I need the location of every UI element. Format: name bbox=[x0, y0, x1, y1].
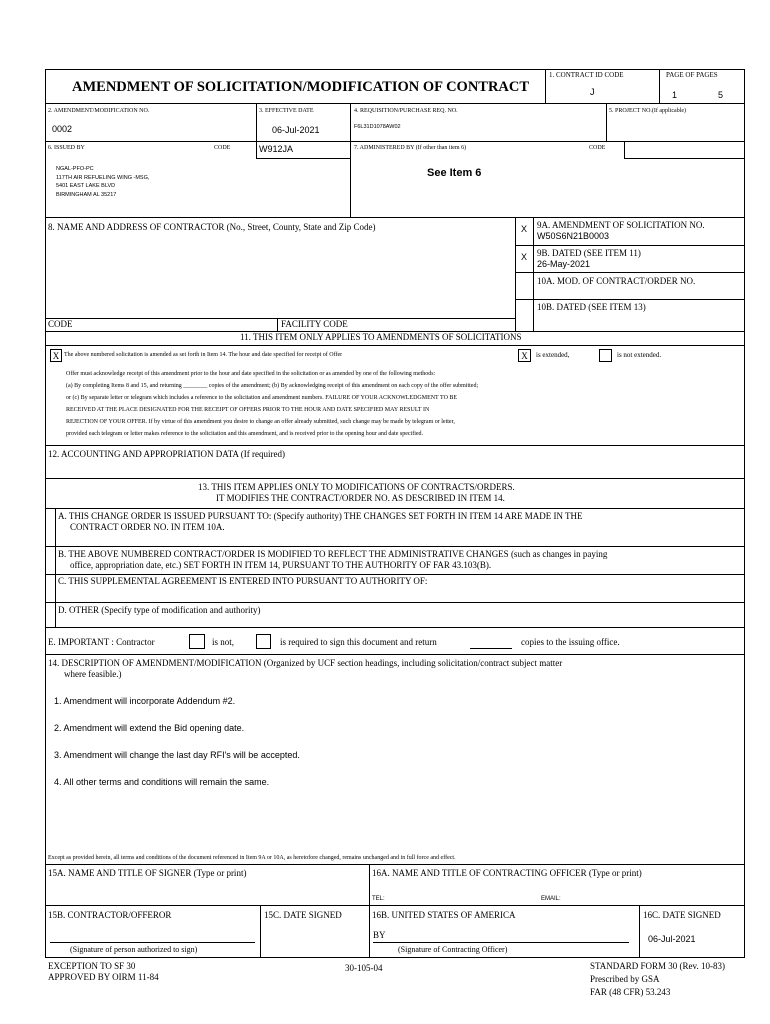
page-number: 1 bbox=[672, 90, 678, 100]
administered-by-code-label: CODE bbox=[589, 145, 606, 151]
item11-instructions: Offer must acknowledge receipt of this amendment prior to the hour and date specified in the solicitation or as amended by one of the following methods: (a) By completing Items 8 and 15, and returning ________ copies of the amendment; (b) By acknowledging receipt of this amendment on each copy of the offer submitted; or (c) By separate letter or telegram which includes a reference to the solicitation and amendment numbers. FAILURE OF YOUR ACKNOWLEDGMENT TO BE RECEIVED AT THE PLACE DESIGNATED FOR THE RECEIPT OF OFFERS PRIOR TO THE HOUR AND DATE SPECIFIED MAY RESULT IN REJECTION OF YOUR OFFER. If by virtue of this amendment you desire to change an offer already submitted, such change may be made by telegram or letter, provided each telegram or letter makes reference to the solicitation and this amendment, and is received prior to the opening hour and date specified. bbox=[66, 371, 479, 438]
not-extended-label: is not extended. bbox=[617, 351, 662, 359]
administered-by-label: 7. ADMINISTERED BY (If other than item 6) bbox=[354, 145, 467, 151]
footer-standard-form: STANDARD FORM 30 (Rev. 10-83) bbox=[590, 961, 725, 971]
item14-line-4: 4. All other terms and conditions will remain the same. bbox=[54, 777, 270, 787]
item11-heading: 11. THIS ITEM ONLY APPLIES TO AMENDMENTS OF SOLICITATIONS bbox=[240, 332, 522, 342]
requisition-value: F6L31D1078AW02 bbox=[354, 124, 401, 130]
footer-code: 30-105-04 bbox=[345, 963, 383, 973]
copies-blank[interactable] bbox=[470, 648, 512, 649]
sig-caption-15b: (Signature of person authorized to sign) bbox=[70, 945, 198, 954]
issued-by-label: 6. ISSUED BY bbox=[48, 145, 85, 151]
facility-code-label: FACILITY CODE bbox=[281, 319, 348, 329]
item13-d: D. OTHER (Specify type of modification and authority) bbox=[58, 605, 261, 615]
footer-far: FAR (48 CFR) 53.243 bbox=[590, 987, 671, 997]
project-no-label: 5. PROJECT NO.(If applicable) bbox=[609, 108, 687, 114]
footer-prescribed: Prescribed by GSA bbox=[590, 974, 660, 984]
signature-line-16b[interactable] bbox=[373, 942, 629, 943]
footer-approved: APPROVED BY OIRM 11-84 bbox=[48, 972, 159, 982]
not-extended-checkbox[interactable] bbox=[599, 349, 612, 362]
page-count: 5 bbox=[718, 90, 724, 100]
copies-label: copies to the issuing office. bbox=[521, 637, 620, 647]
footer-exception: EXCEPTION TO SF 30 bbox=[48, 961, 136, 971]
item13-a-line2: CONTRACT ORDER NO. IN ITEM 10A. bbox=[70, 522, 225, 532]
item14-label-cont: where feasible.) bbox=[64, 669, 122, 679]
except-statement: Except as provided herein, all terms and conditions of the document referenced in Item 9A or 10A, as heretofore changed, remains unchanged and in full force and effect. bbox=[48, 855, 456, 861]
contract-id-label: 1. CONTRACT ID CODE bbox=[549, 71, 624, 79]
effective-date-label: 3. EFFECTIVE DATE bbox=[259, 108, 314, 114]
see-item-6: See Item 6 bbox=[427, 167, 482, 179]
sig-caption-16b: (Signature of Contracting Officer) bbox=[398, 945, 508, 954]
item13-heading1: 13. THIS ITEM APPLIES ONLY TO MODIFICATIONS OF CONTRACTS/ORDERS. bbox=[198, 482, 515, 492]
label-9a: 9A. AMENDMENT OF SOLICITATION NO. bbox=[537, 220, 705, 230]
item11-text: The above numbered solicitation is amended as set forth in Item 14. The hour and date specified for receipt of Offer bbox=[64, 352, 343, 358]
mark-9a: X bbox=[521, 224, 528, 234]
contractor-label: 8. NAME AND ADDRESS OF CONTRACTOR (No., Street, County, State and Zip Code) bbox=[48, 222, 376, 232]
amendment-no-value: 0002 bbox=[52, 124, 73, 134]
item14-line-1: 1. Amendment will incorporate Addendum #2. bbox=[54, 696, 236, 706]
label-10a: 10A. MOD. OF CONTRACT/ORDER NO. bbox=[537, 276, 696, 286]
mark-9b: X bbox=[521, 252, 528, 262]
contractor-code-label: CODE bbox=[48, 319, 73, 329]
tel-label: TEL: bbox=[372, 896, 385, 902]
effective-date-value: 06-Jul-2021 bbox=[272, 125, 320, 135]
item13-heading2: IT MODIFIES THE CONTRACT/ORDER NO. AS DESCRIBED IN ITEM 14. bbox=[216, 493, 505, 503]
label-16a: 16A. NAME AND TITLE OF CONTRACTING OFFICER (Type or print) bbox=[372, 868, 642, 878]
item11-checkbox[interactable]: X bbox=[50, 349, 62, 362]
label-15a: 15A. NAME AND TITLE OF SIGNER (Type or print) bbox=[48, 868, 247, 878]
label-16c: 16C. DATE SIGNED bbox=[643, 910, 721, 920]
item13-a-line1: A. THIS CHANGE ORDER IS ISSUED PURSUANT TO: (Specify authority) THE CHANGES SET FORTH IN ITEM 14 ARE MADE IN THE bbox=[58, 511, 583, 521]
label-15c: 15C. DATE SIGNED bbox=[264, 910, 342, 920]
label-15b: 15B. CONTRACTOR/OFFEROR bbox=[48, 910, 172, 920]
extended-checkbox[interactable]: X bbox=[518, 349, 531, 362]
label-10b: 10B. DATED (SEE ITEM 13) bbox=[537, 302, 646, 312]
is-required-label: is required to sign this document and return bbox=[280, 637, 437, 647]
item13-c: C. THIS SUPPLEMENTAL AGREEMENT IS ENTERED INTO PURSUANT TO AUTHORITY OF: bbox=[58, 576, 428, 586]
email-label: EMAIL: bbox=[541, 896, 561, 902]
label-16b: 16B. UNITED STATES OF AMERICA bbox=[372, 910, 516, 920]
important-label: E. IMPORTANT : Contractor bbox=[48, 637, 155, 647]
amendment-no-label: 2. AMENDMENT/MODIFICATION NO. bbox=[48, 108, 150, 114]
item13-b-line1: B. THE ABOVE NUMBERED CONTRACT/ORDER IS MODIFIED TO REFLECT THE ADMINISTRATIVE CHANGES (such as changes in paying bbox=[58, 549, 608, 559]
contractor-is-required-checkbox[interactable] bbox=[256, 634, 271, 649]
extended-label: is extended, bbox=[536, 351, 570, 359]
contractor-is-not-checkbox[interactable] bbox=[189, 634, 205, 649]
signature-line-15b[interactable] bbox=[50, 942, 255, 943]
form-title: AMENDMENT OF SOLICITATION/MODIFICATION OF CONTRACT bbox=[72, 79, 530, 95]
date-16c-value: 06-Jul-2021 bbox=[648, 934, 696, 944]
issued-by-code-value: W912JA bbox=[259, 144, 294, 154]
issued-by-code-label: CODE bbox=[214, 145, 231, 151]
page-of-pages-label: PAGE OF PAGES bbox=[666, 71, 718, 79]
item14-line-2: 2. Amendment will extend the Bid opening date. bbox=[54, 723, 245, 733]
issued-by-address: NGAL-PFO-PC 117TH AIR REFUELING WING -MSG, 5401 EAST LAKE BLVD BIRMINGHAM AL 35217 bbox=[56, 166, 150, 198]
label-9b: 9B. DATED (SEE ITEM 11) bbox=[537, 248, 641, 258]
is-not-label: is not, bbox=[212, 637, 235, 647]
requisition-label: 4. REQUISITION/PURCHASE REQ. NO. bbox=[354, 108, 458, 114]
item13-b-line2: office, appropriation date, etc.) SET FORTH IN ITEM 14, PURSUANT TO THE AUTHORITY OF FAR 43.103(B). bbox=[70, 560, 492, 570]
by-label: BY bbox=[373, 930, 386, 940]
item14-line-3: 3. Amendment will change the last day RFI's will be accepted. bbox=[54, 750, 300, 760]
value-9a: W50S6N21B0003 bbox=[537, 231, 610, 241]
item12-label: 12. ACCOUNTING AND APPROPRIATION DATA (If required) bbox=[48, 449, 286, 459]
value-9b: 26-May-2021 bbox=[537, 259, 591, 269]
contract-id-value: J bbox=[590, 87, 595, 97]
item14-label: 14. DESCRIPTION OF AMENDMENT/MODIFICATION (Organized by UCF section headings, including solicitation/contract subject matter bbox=[48, 658, 563, 668]
